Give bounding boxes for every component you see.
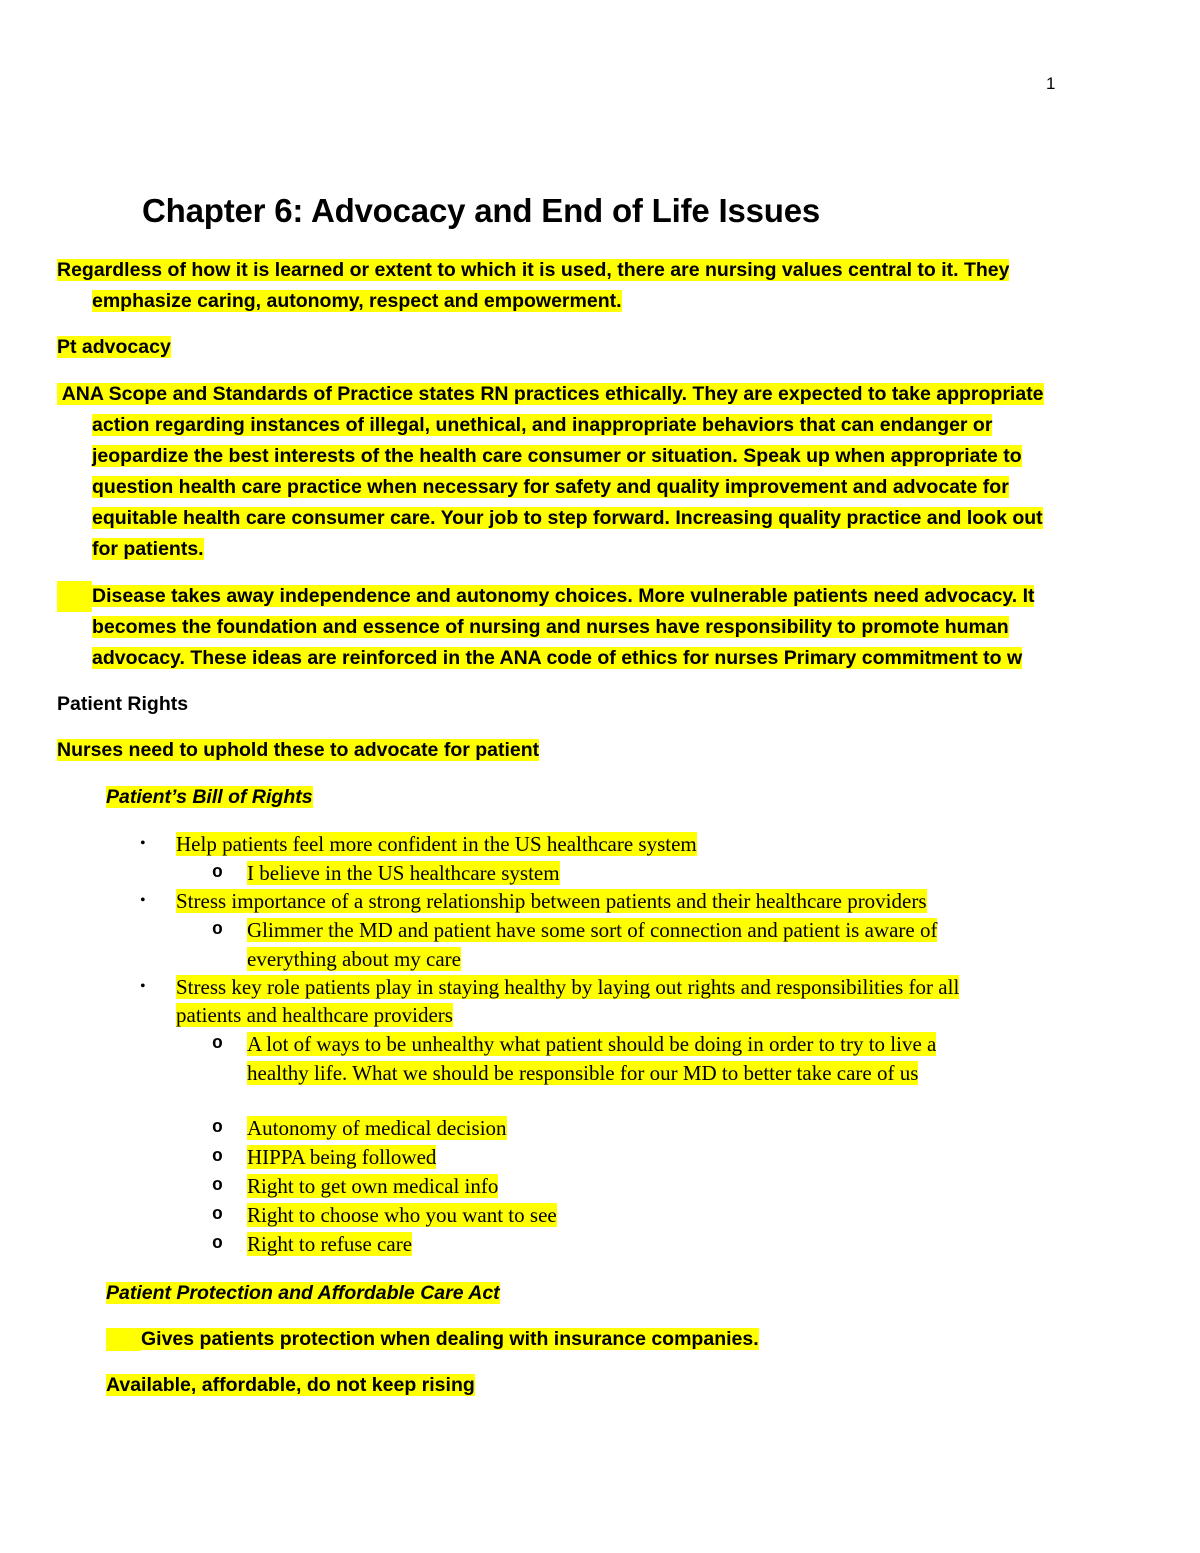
list-subitem-text: healthy life. What we should be responsible for our MD to better take care of us [247,1061,919,1085]
bullet-icon: • [140,892,146,909]
list-subitem-text: Right to get own medical info [247,1174,499,1198]
advocacy-p1-line-3: jeopardize the best interests of the health care consumer or situation. Speak up when appropriate to [92,445,1022,467]
list-item [106,973,1086,1029]
aca-line-1-text: Gives patients protection when dealing with insurance companies. [141,1328,759,1350]
list-item-text: Help patients feel more confident in the US healthcare system [176,832,697,856]
advocacy-p1-line-6: for patients. [92,538,204,560]
list-subitem [106,859,1086,887]
aca-line-1 [106,1328,759,1351]
list-item-text: patients and healthcare providers [176,1003,453,1027]
list-subitem [106,1114,1086,1142]
advocacy-p1-line-4: question health care practice when necessary for safety and quality improvement and advocate for [92,476,1009,498]
bill-of-rights-list [106,830,1086,1258]
list-subitem-text: I believe in the US healthcare system [247,861,560,885]
list-subitem-text: Autonomy of medical decision [247,1116,507,1140]
sub-bullet-icon: o [212,1118,223,1138]
bullet-icon: • [140,835,146,852]
pt-advocacy-heading [57,336,171,359]
list-subitem [106,1201,1086,1229]
patient-rights-subtext [57,739,539,762]
list-subitem [106,916,1086,973]
list-subitem-text: HIPPA being followed [247,1145,437,1169]
sub-bullet-icon: o [212,1147,223,1167]
list-subitem [106,1172,1086,1200]
patient-rights-subtext-text: Nurses need to uphold these to advocate for patient [57,739,540,761]
chapter-title: Chapter 6: Advocacy and End of Life Issues [142,192,821,229]
list-subitem [106,1230,1086,1258]
sub-bullet-icon: o [212,920,223,940]
bullet-icon: • [140,978,146,995]
advocacy-p2-line-1: Disease takes away independence and autonomy choices. More vulnerable patients need advocacy. It [92,585,1035,607]
intro-line-1: Regardless of how it is learned or extent to which it is used, there are nursing values central to it. They [57,259,1010,281]
intro-paragraph [57,255,1087,317]
sub-bullet-icon: o [212,1234,223,1254]
list-subitem-text: everything about my care [247,947,461,971]
page-number: 1 [1046,74,1056,93]
list-subitem-text: Glimmer the MD and patient have some sort of connection and patient is aware of [247,918,938,942]
sub-bullet-icon: o [212,863,223,883]
patient-rights-heading: Patient Rights [57,693,189,715]
advocacy-p1-line-5: equitable health care consumer care. Your job to step forward. Increasing quality practice and look out [92,507,1043,529]
advocacy-p2-line-2: becomes the foundation and essence of nursing and nurses have responsibility to promote human [92,616,1009,638]
aca-line-2-text: Available, affordable, do not keep rising [106,1374,475,1396]
sub-bullet-icon: o [212,1034,223,1054]
list-subitem [106,1143,1086,1171]
list-item-text: Stress importance of a strong relationship between patients and their healthcare providers [176,889,927,913]
bill-of-rights-heading [106,786,313,809]
advocacy-paragraph-1 [57,379,1087,565]
advocacy-paragraph-2 [57,581,1087,674]
aca-line-2 [106,1374,475,1397]
pt-advocacy-heading-text: Pt advocacy [57,336,171,358]
aca-heading [106,1282,500,1305]
list-item [106,887,1086,915]
aca-heading-text: Patient Protection and Affordable Care Act [106,1282,500,1304]
advocacy-p2-line-3: advocacy. These ideas are reinforced in the ANA code of ethics for nurses Primary commitment to w [92,647,1023,669]
sub-bullet-icon: o [212,1176,223,1196]
advocacy-p1-line-2: action regarding instances of illegal, unethical, and inappropriate behaviors that can endanger or [92,414,993,436]
list-item [106,830,1086,858]
list-item-text: Stress key role patients play in staying healthy by laying out rights and responsibilities for all [176,975,960,999]
intro-line-2: emphasize caring, autonomy, respect and empowerment. [92,290,622,312]
sub-bullet-icon: o [212,1205,223,1225]
advocacy-p1-line-1: ANA Scope and Standards of Practice states RN practices ethically. They are expected to take appropriate [57,383,1044,405]
bill-of-rights-heading-text: Patient’s Bill of Rights [106,786,313,808]
list-subitem [106,1030,1086,1087]
list-subitem-text: A lot of ways to be unhealthy what patient should be doing in order to try to live a [247,1032,937,1056]
list-subitem-text: Right to refuse care [247,1232,413,1256]
list-subitem-text: Right to choose who you want to see [247,1203,557,1227]
